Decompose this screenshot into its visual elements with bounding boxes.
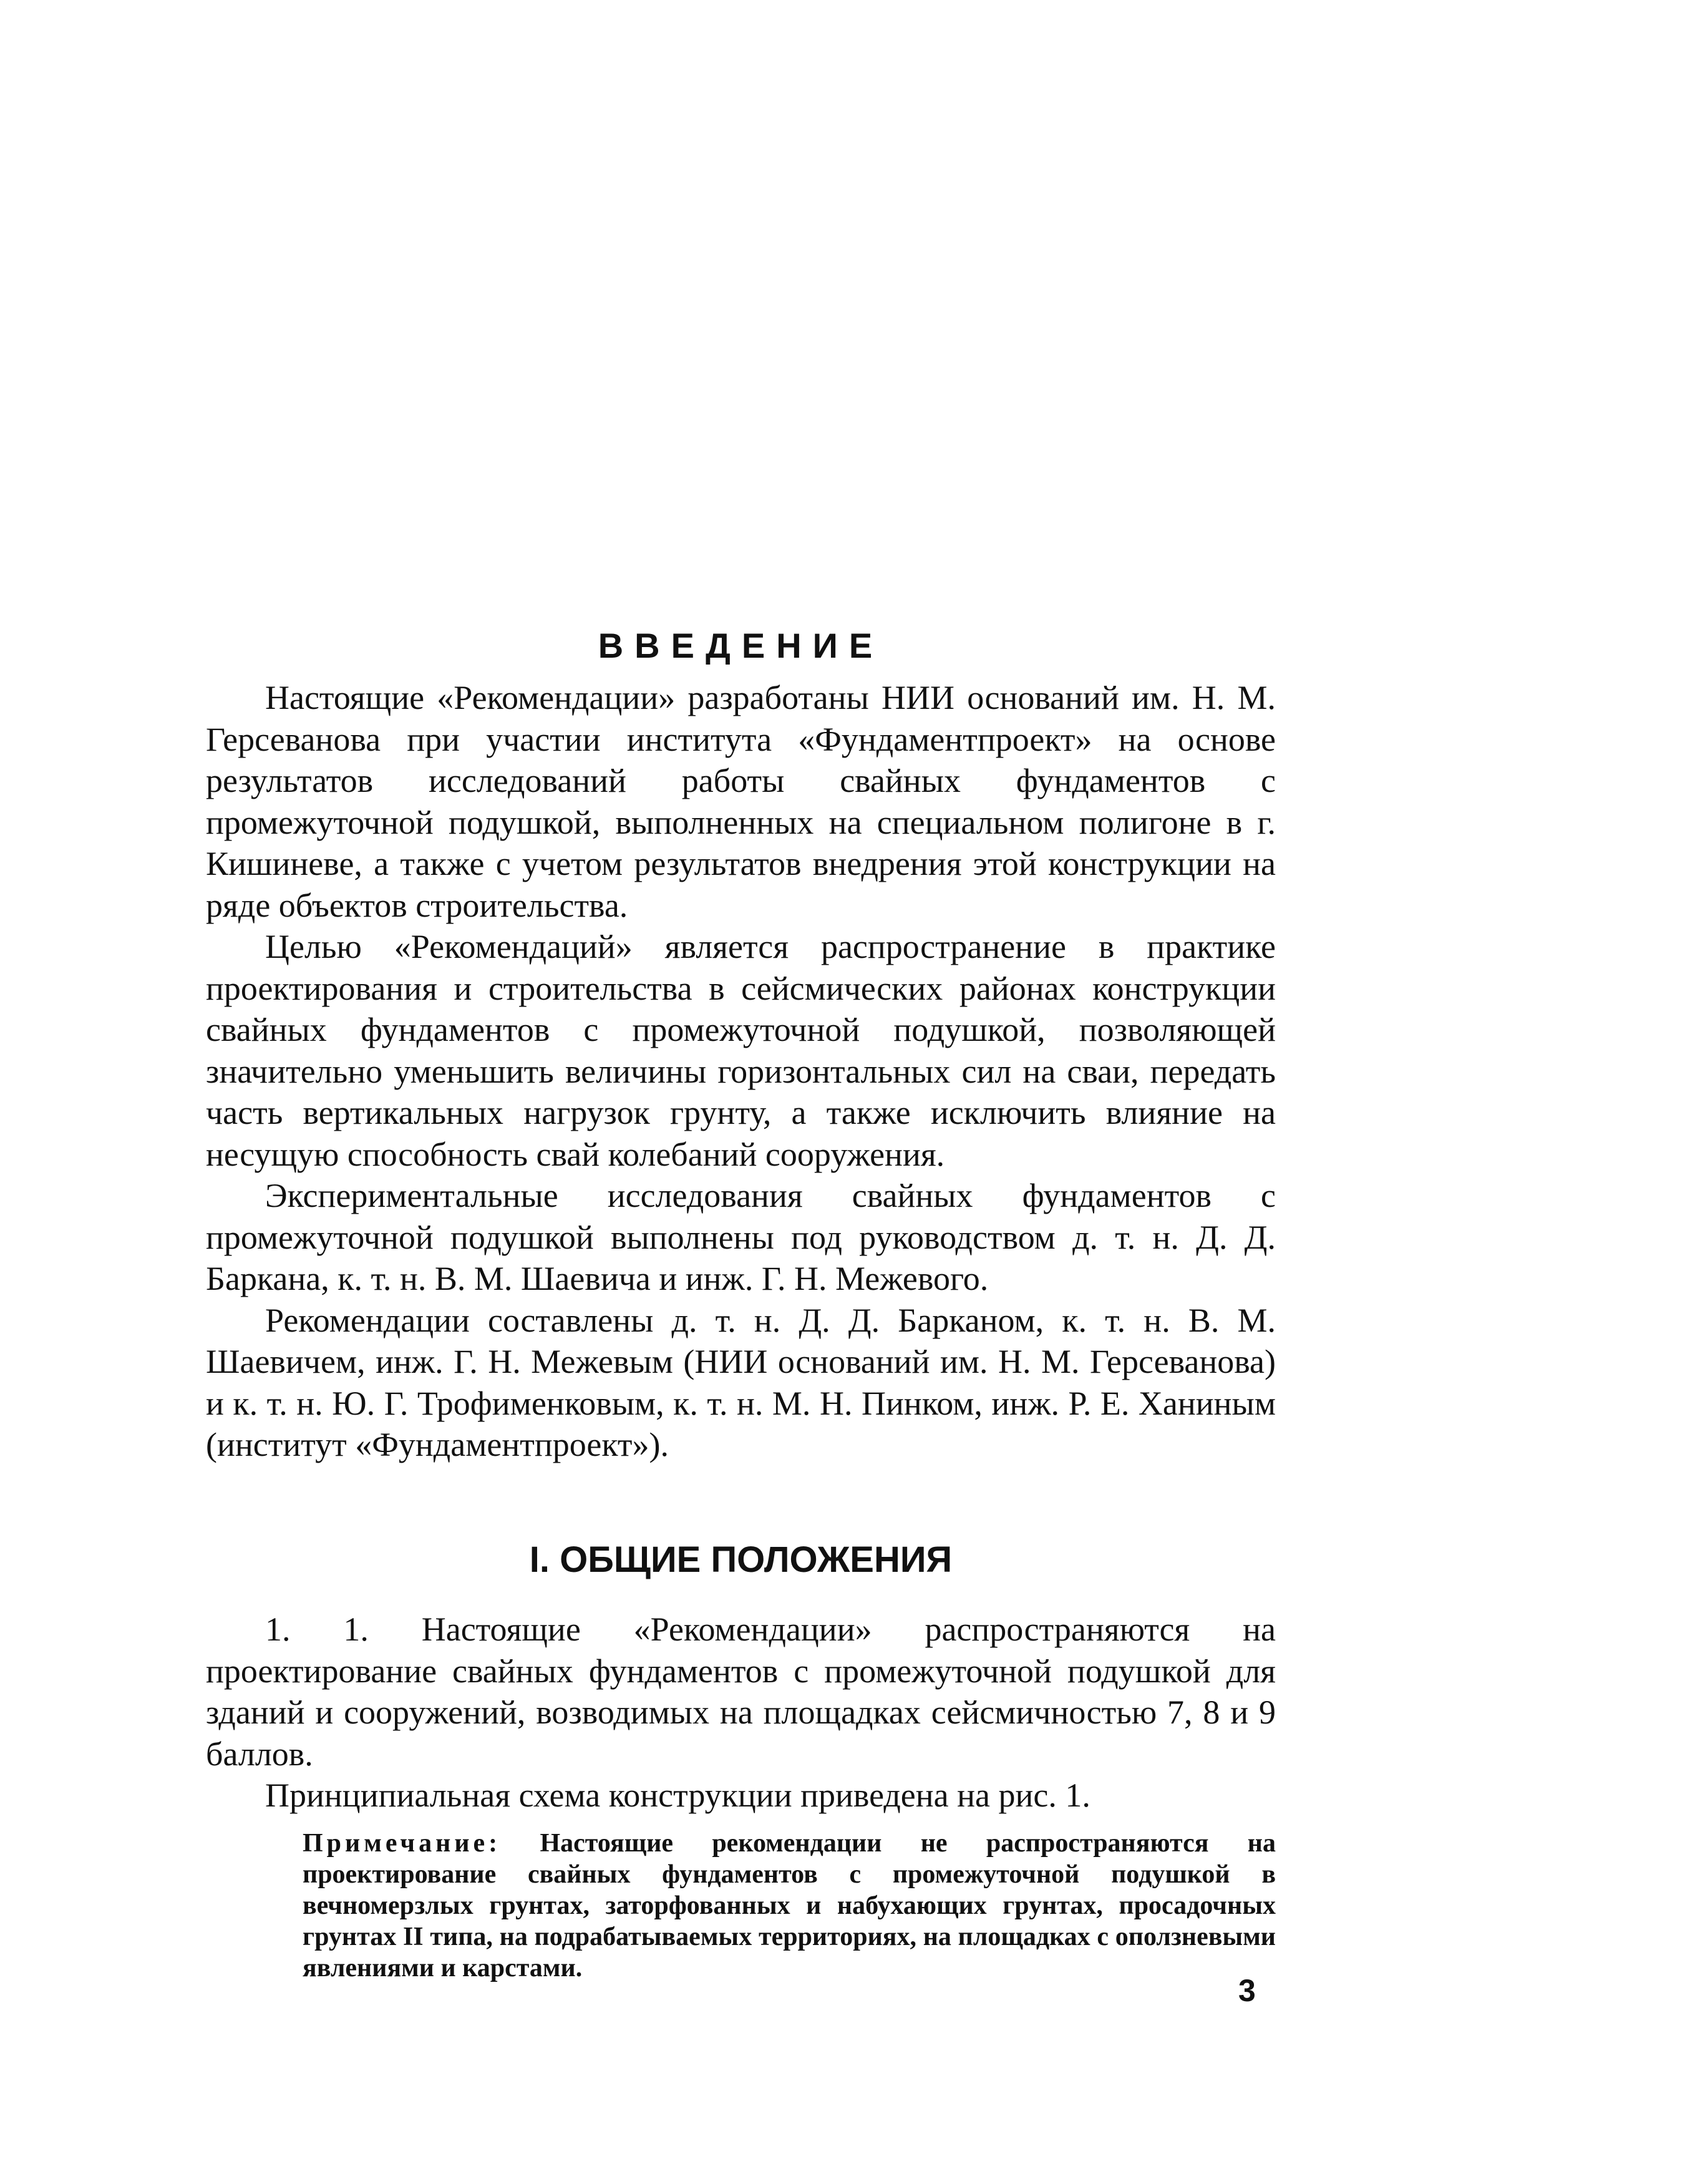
- intro-paragraph-2: Целью «Рекомендаций» является распространение в практике проектирования и строительства в сейсмических районах конструкции свайных фундаментов с промежуточной подушкой, позволяющей значительно уменьшить величины горизонтальных сил на сваи, передать часть вертикальных нагрузок грунту, а также исключить влияние на несущую способность свай колебаний сооружения.: [206, 928, 1276, 1173]
- note-text: Настоящие рекомендации не распространяются на проектирование свайных фундаментов с промежуточной подушкой в вечномерзлых грунтах, заторфованных и набухающих грунтах, просадочных грунтах II типа, на подрабатываемых территориях, на площадках с оползневыми явлениями и карстами.: [303, 1828, 1276, 1982]
- note-label: Примечание:: [303, 1828, 502, 1858]
- section-paragraph-1: 1. 1. Настоящие «Рекомендации» распространяются на проектирование свайных фундаментов с промежуточной подушкой для зданий и сооружений, возводимых на площадках сейсмичностью 7, 8 и 9 баллов.: [206, 1611, 1276, 1773]
- page-number: 3: [1238, 1973, 1256, 2008]
- section-heading: I. ОБЩИЕ ПОЛОЖЕНИЯ: [529, 1539, 953, 1580]
- intro-heading: ВВЕДЕНИЕ: [598, 626, 884, 665]
- intro-body: [206, 677, 1276, 1466]
- intro-paragraph-3: Экспериментальные исследования свайных фундаментов с промежуточной подушкой выполнены под руководством д. т. н. Д. Д. Баркана, к. т. н. В. М. Шаевича и инж. Г. Н. Межевого.: [206, 1177, 1276, 1297]
- note: [206, 1828, 1276, 1984]
- intro-paragraph-4: Рекомендации составлены д. т. н. Д. Д. Барканом, к. т. н. В. М. Шаевичем, инж. Г. Н. Межевым (НИИ оснований им. Н. М. Герсеванова) и к. т. н. Ю. Г. Трофименковым, к. т. н. М. Н. Пинком, инж. Р. Е. Ханиным (институт «Фундаментпроект»).: [206, 1301, 1276, 1463]
- intro-paragraph-1: Настоящие «Рекомендации» разработаны НИИ оснований им. Н. М. Герсеванова при участии института «Фундаментпроект» на основе результатов исследований работы свайных фундаментов с промежуточной подушкой, выполненных на специальном полигоне в г. Кишиневе, а также с учетом результатов внедрения этой конструкции на ряде объектов строительства.: [206, 679, 1276, 924]
- section-paragraph-2: Принципиальная схема конструкции приведена на рис. 1.: [265, 1777, 1090, 1814]
- section-body: [206, 1609, 1276, 1984]
